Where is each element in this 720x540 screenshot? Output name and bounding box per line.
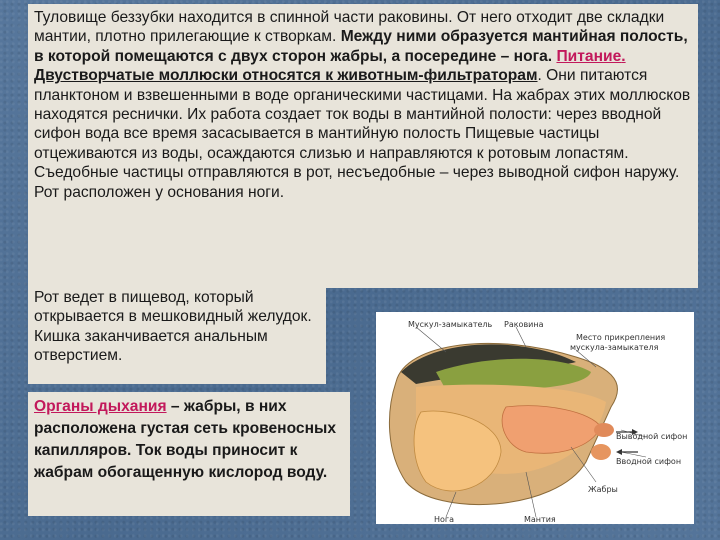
sentence-feeding: . Они питаются планктоном и взвешенными в воде органическими частицами. На жабрах этих моллюсков находятся реснички. Их работа создает ток воды в мантийной полости: через вводной сифон вода все время засасывается в мантийную полость Пищевые частицы отцеживаются из воды, осаждаются слизью и направляются к ротовым лопастям. Съедобные частицы отправляются в рот, несъедобные – через выводной сифон наружу. Рот расположен у основания ноги.	[34, 67, 691, 201]
mussel-diagram	[376, 312, 694, 524]
top-text-box	[28, 4, 698, 288]
label-attach: Место прикрепления	[576, 333, 666, 342]
label-foot: Нога	[434, 515, 455, 524]
respiration-text: – жабры, в них расположена густая сеть кровеносных капилляров. Ток воды приносит к жабрам обогащенную кислород воду.	[34, 398, 337, 481]
respiration-text-box	[28, 392, 350, 516]
mussel-illustration	[376, 312, 694, 524]
label-adductor: Мускул-замыкатель	[408, 320, 493, 329]
label-in-siphon: Вводной сифон	[616, 457, 682, 466]
label-gills: Жабры	[588, 485, 618, 494]
label-shell: Раковина	[504, 320, 544, 329]
label-mantle: Мантия	[524, 515, 556, 524]
keyword-punct: .	[621, 47, 626, 65]
digestion-paragraph: Рот ведет в пищевод, который открывается в мешковидный желудок. Кишка заканчивается анальным отверстием.	[34, 289, 312, 365]
digestion-text-box	[28, 288, 326, 384]
keyword-nutrition: Питание	[556, 47, 622, 65]
label-out-siphon: Выводной сифон	[616, 432, 688, 441]
sentence-body: Туловище беззубки находится в спинной части раковины. От него отходит две складки мантии, плотно прилегающие к створкам.	[34, 9, 665, 46]
sentence-mantle-cavity: Между ними образуется мантийная полость, в которой помещаются с двух сторон жабры, а посередине – нога.	[34, 28, 688, 65]
top-paragraph	[34, 8, 692, 202]
sentence-filter-feeders: Двустворчатые моллюски относятся к животным-фильтраторам	[34, 67, 538, 85]
keyword-respiration: Органы дыхания	[34, 398, 167, 415]
label-attach-2: мускула-замыкателя	[570, 343, 659, 352]
siphon-in	[591, 444, 611, 460]
siphon-out	[594, 423, 614, 437]
